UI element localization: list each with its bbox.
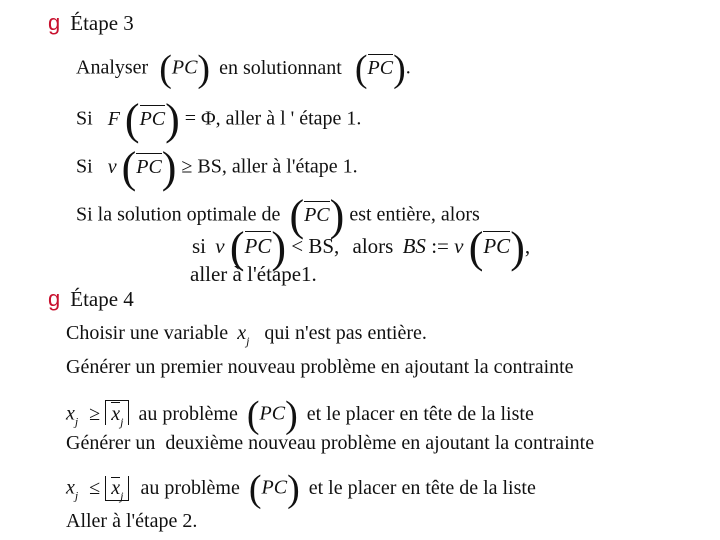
variable-x: x	[237, 322, 247, 344]
floor-variable-x: x	[111, 476, 121, 499]
variable-x: x	[66, 402, 75, 425]
close-paren: )	[287, 468, 300, 510]
place-head-text: et le placer en tête de la liste	[306, 402, 534, 425]
alors-text: alors	[352, 233, 394, 258]
open-paren: (	[124, 95, 140, 144]
period: .	[405, 56, 411, 79]
subscript-j: j	[120, 488, 124, 503]
open-paren: (	[468, 223, 484, 272]
choose-variable-text: Choisir une variable	[66, 322, 229, 344]
place-head-text: et le placer en tête de la liste	[308, 476, 536, 499]
si-text: Si	[76, 107, 93, 130]
open-paren: (	[121, 143, 137, 192]
si-text: si	[192, 233, 207, 258]
step4-heading	[48, 286, 134, 312]
open-paren: (	[289, 191, 305, 240]
step3-line3	[76, 143, 358, 192]
step4-line3	[66, 396, 534, 434]
comma: ,	[524, 233, 531, 258]
pc-bar-symbol: PC	[483, 233, 511, 258]
first-problem-text: Générer un premier nouveau problème en ajoutant la contrainte	[66, 356, 574, 378]
ceil-variable-x: x	[111, 402, 121, 425]
step4-line5	[66, 470, 536, 508]
step4-title: Étape 4	[70, 287, 134, 311]
pc-symbol: PC	[259, 402, 286, 425]
function-v: v	[107, 155, 117, 178]
si-text: Si	[76, 155, 93, 178]
close-paren: )	[510, 223, 525, 272]
close-paren: )	[285, 394, 298, 436]
not-integer-text: qui n'est pas entière.	[264, 322, 427, 344]
close-paren: )	[161, 143, 177, 192]
bullet-icon: g	[48, 286, 61, 311]
bound-condition-text: ≥ BS, aller à l'étape 1.	[181, 155, 358, 178]
subscript-j: j	[120, 414, 124, 429]
close-paren: )	[329, 191, 345, 240]
bullet-icon: g	[48, 10, 61, 35]
step4-line1	[66, 322, 427, 349]
pc-symbol: PC	[261, 476, 288, 499]
integer-text: est entière, alors	[349, 203, 480, 226]
step3-heading	[48, 10, 134, 36]
open-paren: (	[159, 48, 172, 90]
goto-step2-text: Aller à l'étape 2.	[66, 510, 198, 532]
open-paren: (	[354, 48, 368, 90]
second-problem-text: Générer un deuxième nouveau problème en ajoutant la contrainte	[66, 432, 595, 454]
function-f: F	[107, 107, 120, 130]
optimal-solution-text: Si la solution optimale de	[76, 203, 281, 226]
step4-line4	[66, 432, 594, 455]
solving-text: en solutionnant	[219, 56, 342, 79]
geq-symbol: ≥	[89, 402, 101, 425]
function-v: v	[215, 233, 225, 258]
pc-bar-symbol: PC	[136, 155, 162, 178]
assign-symbol: :=	[431, 233, 449, 258]
step3-line2	[76, 95, 362, 144]
pc-bar-symbol: PC	[367, 56, 394, 79]
step3-title: Étape 3	[70, 11, 134, 35]
analyser-text: Analyser	[76, 56, 149, 79]
au-probleme-text: au problème	[140, 476, 240, 499]
subscript-j: j	[74, 414, 79, 429]
ceiling-bracket	[105, 400, 129, 429]
pc-bar-symbol: PC	[244, 233, 272, 258]
open-paren: (	[229, 223, 245, 272]
step4-line6	[66, 510, 197, 533]
close-paren: )	[197, 48, 211, 90]
open-paren: (	[246, 394, 260, 436]
subscript-j: j	[246, 334, 250, 348]
goto-step1-text: aller à l'étape1.	[190, 262, 317, 286]
step3-line1	[76, 50, 411, 88]
au-probleme-text: au problème	[138, 402, 238, 425]
step3-line6	[190, 262, 317, 287]
subscript-j: j	[74, 488, 79, 503]
pc-bar-symbol: PC	[139, 107, 166, 130]
open-paren: (	[248, 468, 262, 510]
function-v: v	[454, 233, 464, 258]
pc-bar-symbol: PC	[304, 203, 330, 226]
close-paren: )	[393, 48, 406, 90]
leq-symbol: ≤	[89, 476, 101, 499]
less-than-bs-text: < BS,	[291, 233, 340, 258]
pc-symbol: PC	[171, 56, 198, 79]
floor-bracket	[105, 476, 129, 501]
bs-symbol: BS	[402, 233, 426, 258]
step4-line2	[66, 356, 574, 379]
close-paren: )	[271, 223, 286, 272]
close-paren: )	[165, 95, 180, 144]
empty-condition-text: = Φ, aller à l ' étape 1.	[184, 107, 362, 130]
variable-x: x	[66, 476, 75, 499]
